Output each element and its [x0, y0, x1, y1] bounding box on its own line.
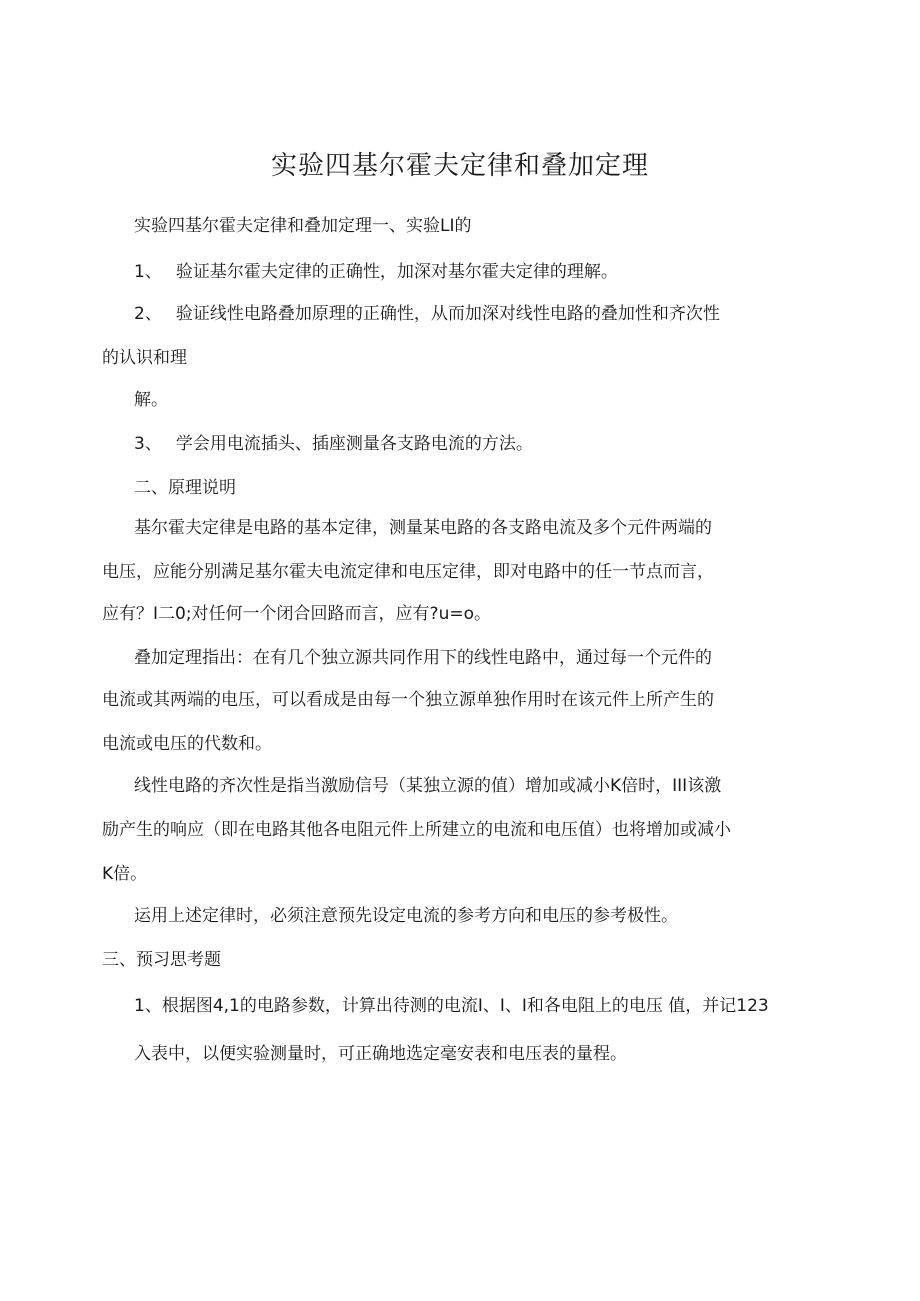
paragraph-line: 电压，应能分别满足基尔霍夫电流定律和电压定律，即对电路中的任一节点而言，	[102, 562, 714, 582]
section-heading-principle: 二、原理说明	[134, 478, 236, 498]
paragraph-line: 应有？I二0;对任何一个闭合回路而言，应有?u=o。	[102, 604, 491, 624]
paragraph-line: 基尔霍夫定律是电路的基本定律，测量某电路的各支路电流及多个元件两端的	[134, 518, 712, 538]
objective-text: 验证线性电路叠加原理的正确性，从而加深对线性电路的叠加性和齐次性	[175, 304, 720, 324]
item-number: 1、	[134, 262, 162, 282]
paragraph-line: 电流或电压的代数和。	[102, 734, 272, 754]
item-number: 3、	[134, 434, 162, 454]
objective-item-2	[134, 300, 720, 328]
objective-text: 验证基尔霍夫定律的正确性，加深对基尔霍夫定律的理解。	[175, 262, 618, 282]
paragraph-line: 叠加定理指出：在有几个独立源共同作用下的线性电路中，通过每一个元件的	[134, 648, 712, 668]
paragraph-line: 电流或其两端的电压，可以看成是由每一个独立源单独作用时在该元件上所产生的	[102, 690, 714, 710]
paragraph-line: 运用上述定律时，必须注意预先设定电流的参考方向和电压的参考极性。	[134, 906, 678, 926]
paragraph-line: 励产生的响应（即在电路其他各电阻元件上所建立的电流和电压值）也将增加或减小	[102, 820, 731, 840]
paragraph-line: 线性电路的齐次性是指当激励信号（某独立源的值）增加或减小K倍时，III该激	[134, 776, 722, 796]
paragraph-line: 1、根据图4,1的电路参数，计算出待测的电流I、I、I和各电阻上的电压 值，并记123	[134, 996, 769, 1016]
paragraph-line: 入表中，以便实验测量时，可正确地选定毫安表和电压表的量程。	[134, 1044, 627, 1064]
objective-item-1	[134, 258, 618, 286]
objective-text-cont: 的认识和理	[102, 348, 187, 368]
section-heading-preview: 三、预习思考题	[102, 950, 221, 970]
objective-item-3	[134, 430, 533, 458]
document-title: 实验四基尔霍夫定律和叠加定理	[270, 151, 649, 181]
item-number: 2、	[134, 304, 162, 324]
paragraph-line: K倍。	[102, 864, 148, 884]
objective-text: 学会用电流插头、插座测量各支路电流的方法。	[175, 434, 533, 454]
intro-line: 实验四基尔霍夫定律和叠加定理一、实验LI的	[134, 216, 472, 236]
objective-text-cont: 解。	[134, 390, 168, 410]
